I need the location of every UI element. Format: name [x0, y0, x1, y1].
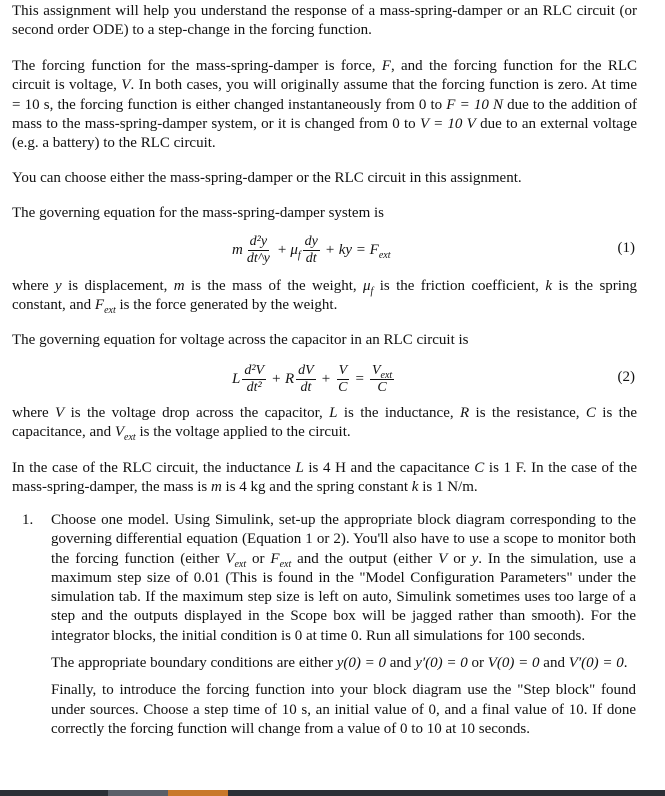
choose-paragraph: [12, 169, 637, 188]
where-2-paragraph: where V is the voltage drop across the capacitor, L is the inductance, R is the resistance, C is the capacitance, and $V_{ext}$ is the voltage applied to the circuit.: [12, 405, 637, 444]
forcing-text-5: due to an external voltage (e.g. a battery) to the RLC circuit.: [12, 115, 637, 152]
eq1-frac-1: [245, 234, 272, 267]
item1-paragraph-3: Finally, to introduce the forcing function into your block diagram use the "Step block" found under sources. Choose a step time of 10 s, an initial value of 0, and a final value of 10. If done correctly the forcing function will change from a value of 0 to 10 at 10 seconds.: [51, 682, 636, 737]
eq1-frac-2: [303, 234, 320, 267]
forcing-text-4: due to the addition of mass to the mass-spring-damper system, or it is changed from 0 to: [12, 96, 637, 132]
symbol-V: V: [121, 77, 131, 94]
eq2-frac-2: $\frac{dV}{dt}$: [298, 362, 314, 395]
equation-F-10N: F = 10 N: [446, 96, 503, 113]
eq2-plus: +: [321, 370, 331, 387]
eq1-num-2: dy: [304, 233, 318, 249]
where-1-paragraph: where y is displacement, m is the mass of the weight, $\mu_f$ is the friction coefficient, k is the spring constant, and $F_{ext}$ is the force generated by the weight.: [12, 278, 637, 317]
eq2-frac-1: $\frac{\text{d²V}}{\text{dt²}}$: [244, 362, 265, 395]
rlc-heading: [12, 331, 637, 350]
eq1-rest: + ky = $F_{ext}$: [324, 241, 391, 261]
case-paragraph: In the case of the RLC circuit, the inductance L is 4 H and the capacitance C is 1 F. In the case of the mass-spring-damper, the mass is m is 4 kg and the spring constant k is 1 N/m.: [12, 460, 637, 496]
equation-V-10V: V = 10 V: [419, 115, 476, 132]
forcing-paragraph: [12, 57, 637, 153]
eq1-number: (1): [617, 240, 635, 256]
eq1-mu: $\mu_f$: [290, 241, 301, 261]
eq2-L: L: [232, 370, 241, 387]
bottom-bar-accent: [168, 790, 228, 796]
forcing-text-3: . In both cases, you will originally assume that the forcing function is zero. At time = 10 s, the forcing function is either changed instantaneously from 0 to: [12, 77, 637, 113]
eq2-frac-4: $\frac{V_{ext}}{C}$: [371, 362, 393, 395]
eq2-frac-3: $\frac{V}{C}$: [338, 362, 348, 395]
forcing-text-1: The forcing function for the mass-spring-damper is force,: [12, 58, 382, 74]
eq2-number: (2): [617, 369, 635, 385]
eq1-den-2: dt: [305, 250, 317, 266]
symbol-F: F: [381, 58, 391, 74]
rlc-heading-text: The governing equation for voltage across the capacitor in an RLC circuit is: [12, 332, 469, 348]
bottom-bar-segment: [108, 790, 168, 796]
eq2-equals: =: [355, 370, 364, 387]
item1-paragraph-1: Choose one model. Using Simulink, set-up the appropriate block diagram corresponding to the governing differential equation (Equation 1 or 2). You'll also have to use a scope to monitor both the forcing function (either $V_{ext}$ or $F_{ext}$ and the output (either V or y. In the simulation, use a maximum step size of 0.01 (This is found in the "Model Configuration Parameters" under the simulation tab. If the maximum step size is left on auto, Simulink sometimes uses too large of a step and the outputs displayed in the Scope box will be jagged rather than smooth). For the integrator blocks, the initial condition is 0 at time 0. Run all simulations for 100 seconds.: [51, 512, 636, 644]
bottom-bar: [0, 790, 665, 796]
item1-paragraph-2: The appropriate boundary conditions are either y(0) = 0 and y′(0) = 0 or V(0) = 0 and V′(0) = 0.: [51, 655, 628, 672]
list-item-body: [51, 511, 636, 739]
msd-heading-text: The governing equation for the mass-spring-damper system is: [12, 205, 384, 221]
eq1-num-1: d²y: [249, 233, 268, 249]
equation-2: [0, 357, 665, 401]
list-item-1: [22, 511, 636, 747]
list-item-number: 1.: [22, 512, 34, 528]
intro-text: This assignment will help you understand the response of a mass-spring-damper or an RLC circuit (or second order ODE) to a step-change in the forcing function.: [12, 3, 637, 39]
intro-paragraph: [12, 2, 637, 41]
eq2-plus-R: + R: [271, 370, 295, 387]
choose-text: You can choose either the mass-spring-damper or the RLC circuit in this assignment.: [12, 170, 522, 186]
forcing-text-2: , and the forcing function for the RLC circuit is voltage,: [12, 58, 637, 94]
msd-heading: [12, 204, 637, 223]
eq1-m: m: [232, 241, 243, 258]
equation-1: [0, 228, 665, 272]
eq1-plus-1: +: [277, 241, 287, 258]
eq1-den-1: dt^y: [246, 250, 270, 266]
